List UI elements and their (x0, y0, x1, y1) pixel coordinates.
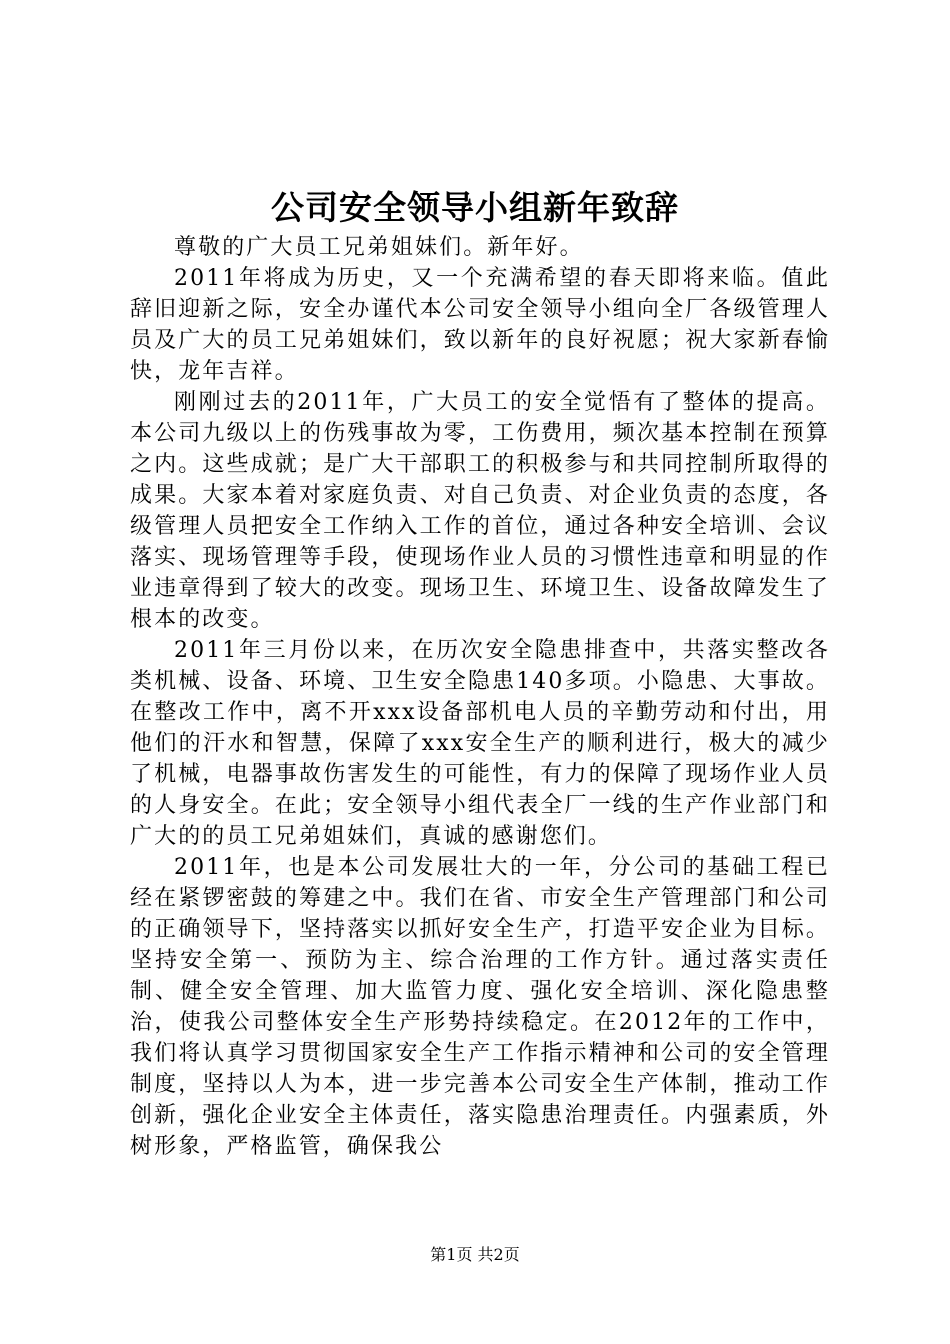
document-title: 公司安全领导小组新年致辞 (271, 188, 679, 227)
paragraph-hazard-rectification: 2011年三月份以来，在历次安全隐患排查中，共落实整改各类机械、设备、环境、卫生安全隐患140多项。小隐患、大事故。在整改工作中，离不开xxx设备部机电人员的辛勤劳动和付出，用他们的汗水和智慧，保障了xxx安全生产的顺利进行，极大的减少了机械，电器事故伤害发生的可能性，有力的保障了现场作业人员的人身安全。在此；安全领导小组代表全厂一线的生产作业部门和广大的的员工兄弟姐妹们，真诚的感谢您们。 (130, 638, 830, 849)
paragraph-greeting: 尊敬的广大员工兄弟姐妹们。新年好。 (174, 235, 584, 260)
page-number-footer: 第1页 共2页 (430, 1245, 520, 1264)
document-body (130, 232, 830, 1162)
paragraph-2012-plans: 2011年，也是本公司发展壮大的一年，分公司的基础工程已经在紧锣密鼓的筹建之中。我们在省、市安全生产管理部门和公司的正确领导下，坚持落实以抓好安全生产，打造平安企业为目标。坚持安全第一、预防为主、综合治理的工作方针。通过落实责任制、健全安全管理、加大监管力度、强化安全培训、深化隐患整治，使我公司整体安全生产形势持续稳定。在2012年的工作中，我们将认真学习贯彻国家安全生产工作指示精神和公司的安全管理制度，坚持以人为本，进一步完善本公司安全生产体制，推动工作创新，强化企业安全主体责任，落实隐患治理责任。内强素质，外树形象，严格监管，确保我公 (130, 855, 830, 1159)
paragraph-2011-achievements: 刚刚过去的2011年，广大员工的安全觉悟有了整体的提高。本公司九级以上的伤残事故为零，工伤费用，频次基本控制在预算之内。这些成就；是广大干部职工的积极参与和共同控制所取得的成果。大家本着对家庭负责、对自己负责、对企业负责的态度，各级管理人员把安全工作纳入工作的首位，通过各种安全培训、会议落实、现场管理等手段，使现场作业人员的习惯性违章和明显的作业违章得到了较大的改变。现场卫生、环境卫生、设备故障发生了根本的改变。 (130, 390, 830, 632)
paragraph-new-year-wishes: 2011年将成为历史，又一个充满希望的春天即将来临。值此辞旧迎新之际，安全办谨代本公司安全领导小组向全厂各级管理人员及广大的员工兄弟姐妹们，致以新年的良好祝愿；祝大家新春愉快，龙年吉祥。 (130, 266, 830, 384)
